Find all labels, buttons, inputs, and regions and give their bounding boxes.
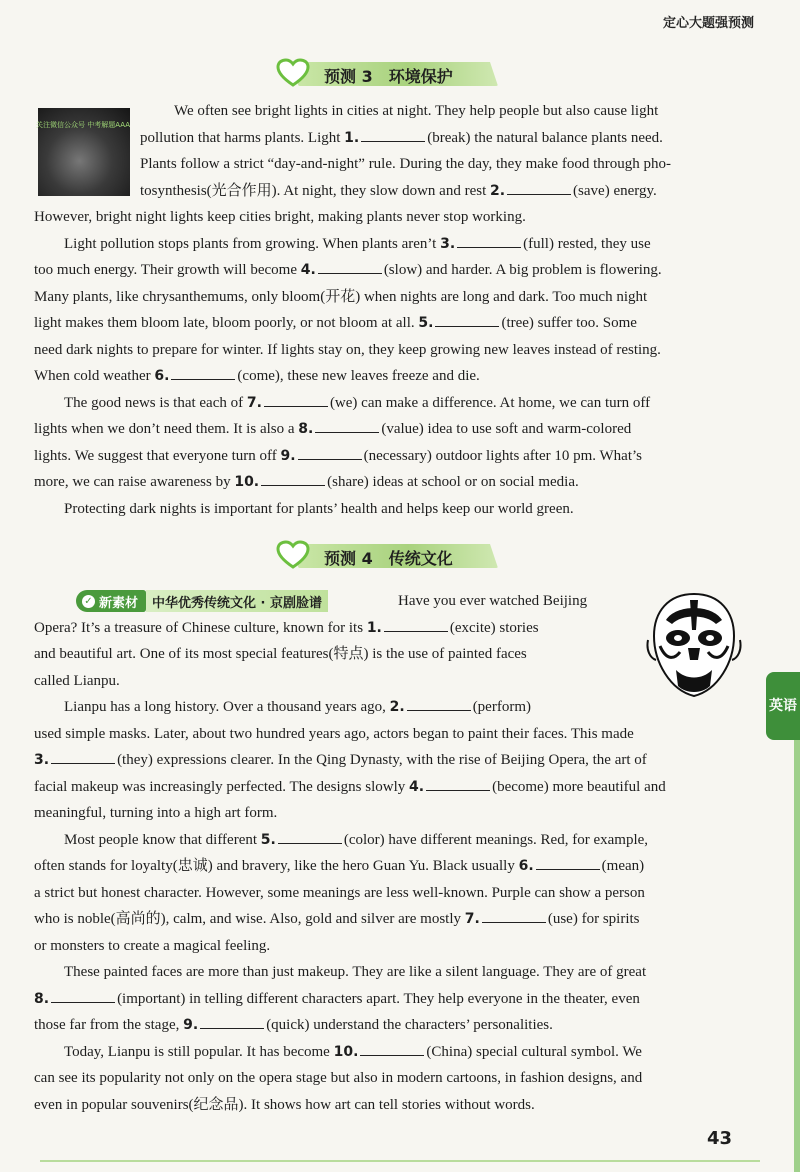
page-number: 43 (706, 1128, 732, 1149)
passage-text: (important) in telling different characters apart. They help everyone in the theater, even (117, 990, 640, 1007)
passage-text: more, we can raise awareness by (34, 474, 235, 490)
answer-blank[interactable] (298, 445, 362, 460)
blank-number: 9. (183, 1017, 199, 1033)
passage-line (34, 337, 746, 364)
passage-line (34, 178, 746, 205)
passage-line (34, 204, 746, 231)
check-icon: ✓ (82, 595, 95, 608)
passage-text: even in popular souvenirs(纪念品). It shows how art can tell stories without words. (34, 1096, 535, 1113)
passage-text: (they) expressions clearer. In the Qing Dynasty, with the rise of Beijing Opera, the art of (117, 752, 647, 768)
passage-text: Plants follow a strict “day-and-night” rule. During the day, they make food through pho- (140, 156, 671, 172)
passage-text: (save) energy. (573, 182, 657, 199)
section-4-passage (34, 588, 746, 1118)
passage-line (34, 986, 746, 1013)
passage-line (34, 284, 746, 311)
section-3-banner (276, 58, 498, 88)
passage-line (34, 853, 746, 880)
answer-blank[interactable] (51, 749, 115, 764)
passage-text: and beautiful art. One of its most special features(特点) is the use of painted faces (34, 646, 527, 662)
passage-text: (become) more beautiful and (492, 778, 666, 795)
subject-tab[interactable]: 英语 (766, 672, 800, 740)
passage-text: Have you ever watched Beijing (398, 593, 588, 609)
passage-line (34, 721, 746, 748)
answer-blank[interactable] (407, 696, 471, 711)
passage-line (34, 469, 746, 496)
passage-line (34, 880, 746, 907)
blank-number: 10. (333, 1043, 359, 1060)
blank-number: 7. (246, 394, 262, 411)
passage-line (34, 496, 746, 523)
passage-line (34, 231, 746, 258)
passage-line (34, 800, 746, 827)
passage-text: used simple masks. Later, about two hundred years ago, actors began to paint their faces. This made (34, 725, 634, 742)
new-material-badge: ✓ 新素材 (76, 590, 146, 612)
passage-text: (color) have different meanings. Red, for example, (343, 831, 649, 848)
photo-watermark: 关注微信公众号 中考解题AAA (36, 121, 130, 129)
answer-blank[interactable] (51, 988, 115, 1003)
passage-line (34, 443, 746, 470)
topic-label: 中华优秀传统文化 · 京剧脸谱 (146, 590, 328, 612)
blank-number: 2. (489, 182, 506, 199)
passage-text: The good news is that each of (64, 394, 247, 411)
answer-blank[interactable] (261, 471, 325, 486)
blank-number: 6. (518, 858, 534, 874)
passage-text: (China) special cultural symbol. We (426, 1043, 642, 1060)
answer-blank[interactable] (536, 855, 600, 870)
blank-number: 3. (34, 752, 50, 768)
passage-text: We often see bright lights in cities at night. They help people but also cause light (174, 103, 659, 119)
passage-text: (share) ideas at school or on social media. (327, 474, 579, 490)
bottom-rule (40, 1160, 760, 1162)
passage-text: Lianpu has a long history. Over a thousand years ago, (64, 699, 390, 715)
passage-text: Many plants, like chrysanthemums, only bloom(开花) when nights are long and dark. Too much night (34, 288, 648, 305)
passage-text: However, bright night lights keep cities bright, making plants never stop working. (34, 209, 526, 225)
passage-line (34, 125, 746, 152)
answer-blank[interactable] (384, 617, 448, 632)
answer-blank[interactable] (264, 392, 328, 407)
section-4-title: 预测 4 传统文化 (324, 549, 453, 568)
section-3-title: 预测 3 环境保护 (324, 67, 453, 86)
blank-number: 5. (260, 831, 276, 848)
passage-line (34, 416, 746, 443)
passage-line (34, 363, 746, 390)
passage-line (34, 1092, 746, 1119)
passage-text: facial makeup was increasingly perfected. The designs slowly (34, 778, 410, 795)
passage-text: light makes them bloom late, bloom poorly, or not bloom at all. (34, 315, 419, 331)
passage-text: Protecting dark nights is important for plants’ health and helps keep our world green. (64, 500, 574, 517)
passage-text: called Lianpu. (34, 672, 120, 689)
blank-number: 4. (409, 778, 425, 795)
passage-text: These painted faces are more than just makeup. They are like a silent language. They are of great (64, 964, 647, 980)
passage-line (34, 906, 746, 933)
passage-text: When cold weather (34, 368, 155, 384)
answer-blank[interactable] (315, 418, 379, 433)
passage-text: (tree) suffer too. Some (501, 315, 637, 331)
passage-text: (excite) stories (449, 619, 539, 636)
passage-text: pollution that harms plants. Light (140, 129, 345, 146)
passage-text: those far from the stage, (34, 1017, 184, 1033)
passage-text: meaningful, turning into a high art form. (34, 805, 278, 821)
passage-line (34, 959, 746, 986)
blank-number: 2. (389, 699, 405, 715)
passage-line (34, 1039, 746, 1066)
section-4-banner (276, 540, 498, 570)
answer-blank[interactable] (482, 908, 546, 923)
passage-text: can see its popularity not only on the opera stage but also in modern cartoons, in fashion designs, and (34, 1070, 643, 1086)
blank-number: 1. (366, 619, 382, 636)
passage-text: lights when we don’t need them. It is also a (34, 421, 299, 437)
answer-blank[interactable] (507, 180, 571, 195)
passage-line (34, 151, 746, 178)
passage-text: tosynthesis(光合作用). At night, they slow down and rest (140, 182, 490, 199)
passage-text: too much energy. Their growth will become (34, 262, 301, 278)
passage-line (34, 774, 746, 801)
passage-text: (full) rested, they use (523, 235, 651, 252)
passage-text: (come), these new leaves freeze and die. (237, 368, 480, 384)
passage-text: (perform) (472, 699, 531, 715)
passage-line (34, 390, 746, 417)
passage-line (34, 747, 746, 774)
passage-line (34, 827, 746, 854)
passage-line (34, 668, 634, 695)
blank-number: 4. (300, 262, 316, 278)
passage-text: (mean) (601, 858, 645, 874)
passage-line (34, 1065, 746, 1092)
passage-text: Opera? It’s a treasure of Chinese culture, known for its (34, 619, 367, 636)
passage-line (34, 1012, 746, 1039)
passage-text: (use) for spirits (547, 911, 640, 927)
blank-number: 10. (234, 474, 260, 490)
passage-line (34, 615, 634, 642)
passage-line (34, 694, 664, 721)
answer-blank[interactable] (200, 1014, 264, 1029)
blank-number: 5. (418, 315, 434, 331)
header-title: 定心大题强预测 (662, 16, 754, 31)
answer-blank[interactable] (278, 829, 342, 844)
blank-number: 8. (34, 990, 50, 1007)
answer-blank[interactable] (457, 233, 521, 248)
blank-number: 7. (464, 911, 480, 927)
passage-text: (value) idea to use soft and warm-colored (381, 421, 632, 437)
answer-blank[interactable] (360, 1041, 424, 1056)
passage-text: often stands for loyalty(忠诚) and bravery, like the hero Guan Yu. Black usually (34, 858, 519, 874)
heart-icon (276, 540, 310, 570)
passage-text: who is noble(高尚的), calm, and wise. Also, gold and silver are mostly (34, 911, 465, 927)
passage-line (34, 588, 746, 615)
passage-text: need dark nights to prepare for winter. If lights stay on, they keep growing new leaves instead of resting. (34, 341, 661, 358)
answer-blank[interactable] (426, 776, 490, 791)
answer-blank[interactable] (361, 127, 425, 142)
passage-text: Today, Lianpu is still popular. It has become (64, 1043, 334, 1060)
passage-line (34, 98, 746, 125)
passage-text: (slow) and harder. A big problem is flowering. (383, 262, 662, 278)
passage-text: a strict but honest character. However, some meanings are less well-known. Purple can show a person (34, 884, 645, 901)
side-strip (794, 740, 800, 1172)
passage-line (34, 310, 746, 337)
blank-number: 8. (298, 421, 314, 437)
passage-text: (necessary) outdoor lights after 10 pm. What’s (363, 447, 642, 464)
heart-icon (276, 58, 310, 88)
passage-text: Light pollution stops plants from growing. When plants aren’t (64, 235, 441, 252)
blank-number: 6. (154, 368, 170, 384)
answer-blank[interactable] (435, 312, 499, 327)
answer-blank[interactable] (318, 259, 382, 274)
passage-text: (quick) understand the characters’ personalities. (266, 1017, 553, 1033)
answer-blank[interactable] (171, 365, 235, 380)
passage-text: or monsters to create a magical feeling. (34, 937, 271, 954)
blank-number: 1. (344, 129, 360, 146)
passage-text: lights. We suggest that everyone turn off (34, 447, 281, 464)
passage-text: (break) the natural balance plants need. (427, 129, 663, 146)
passage-line (34, 641, 634, 668)
passage-text: Most people know that different (64, 831, 261, 848)
passage-line (34, 933, 746, 960)
section-3-passage (34, 98, 746, 522)
blank-number: 3. (440, 235, 456, 252)
blank-number: 9. (280, 447, 296, 464)
passage-line (34, 257, 746, 284)
passage-text: (we) can make a difference. At home, we can turn off (329, 394, 651, 411)
